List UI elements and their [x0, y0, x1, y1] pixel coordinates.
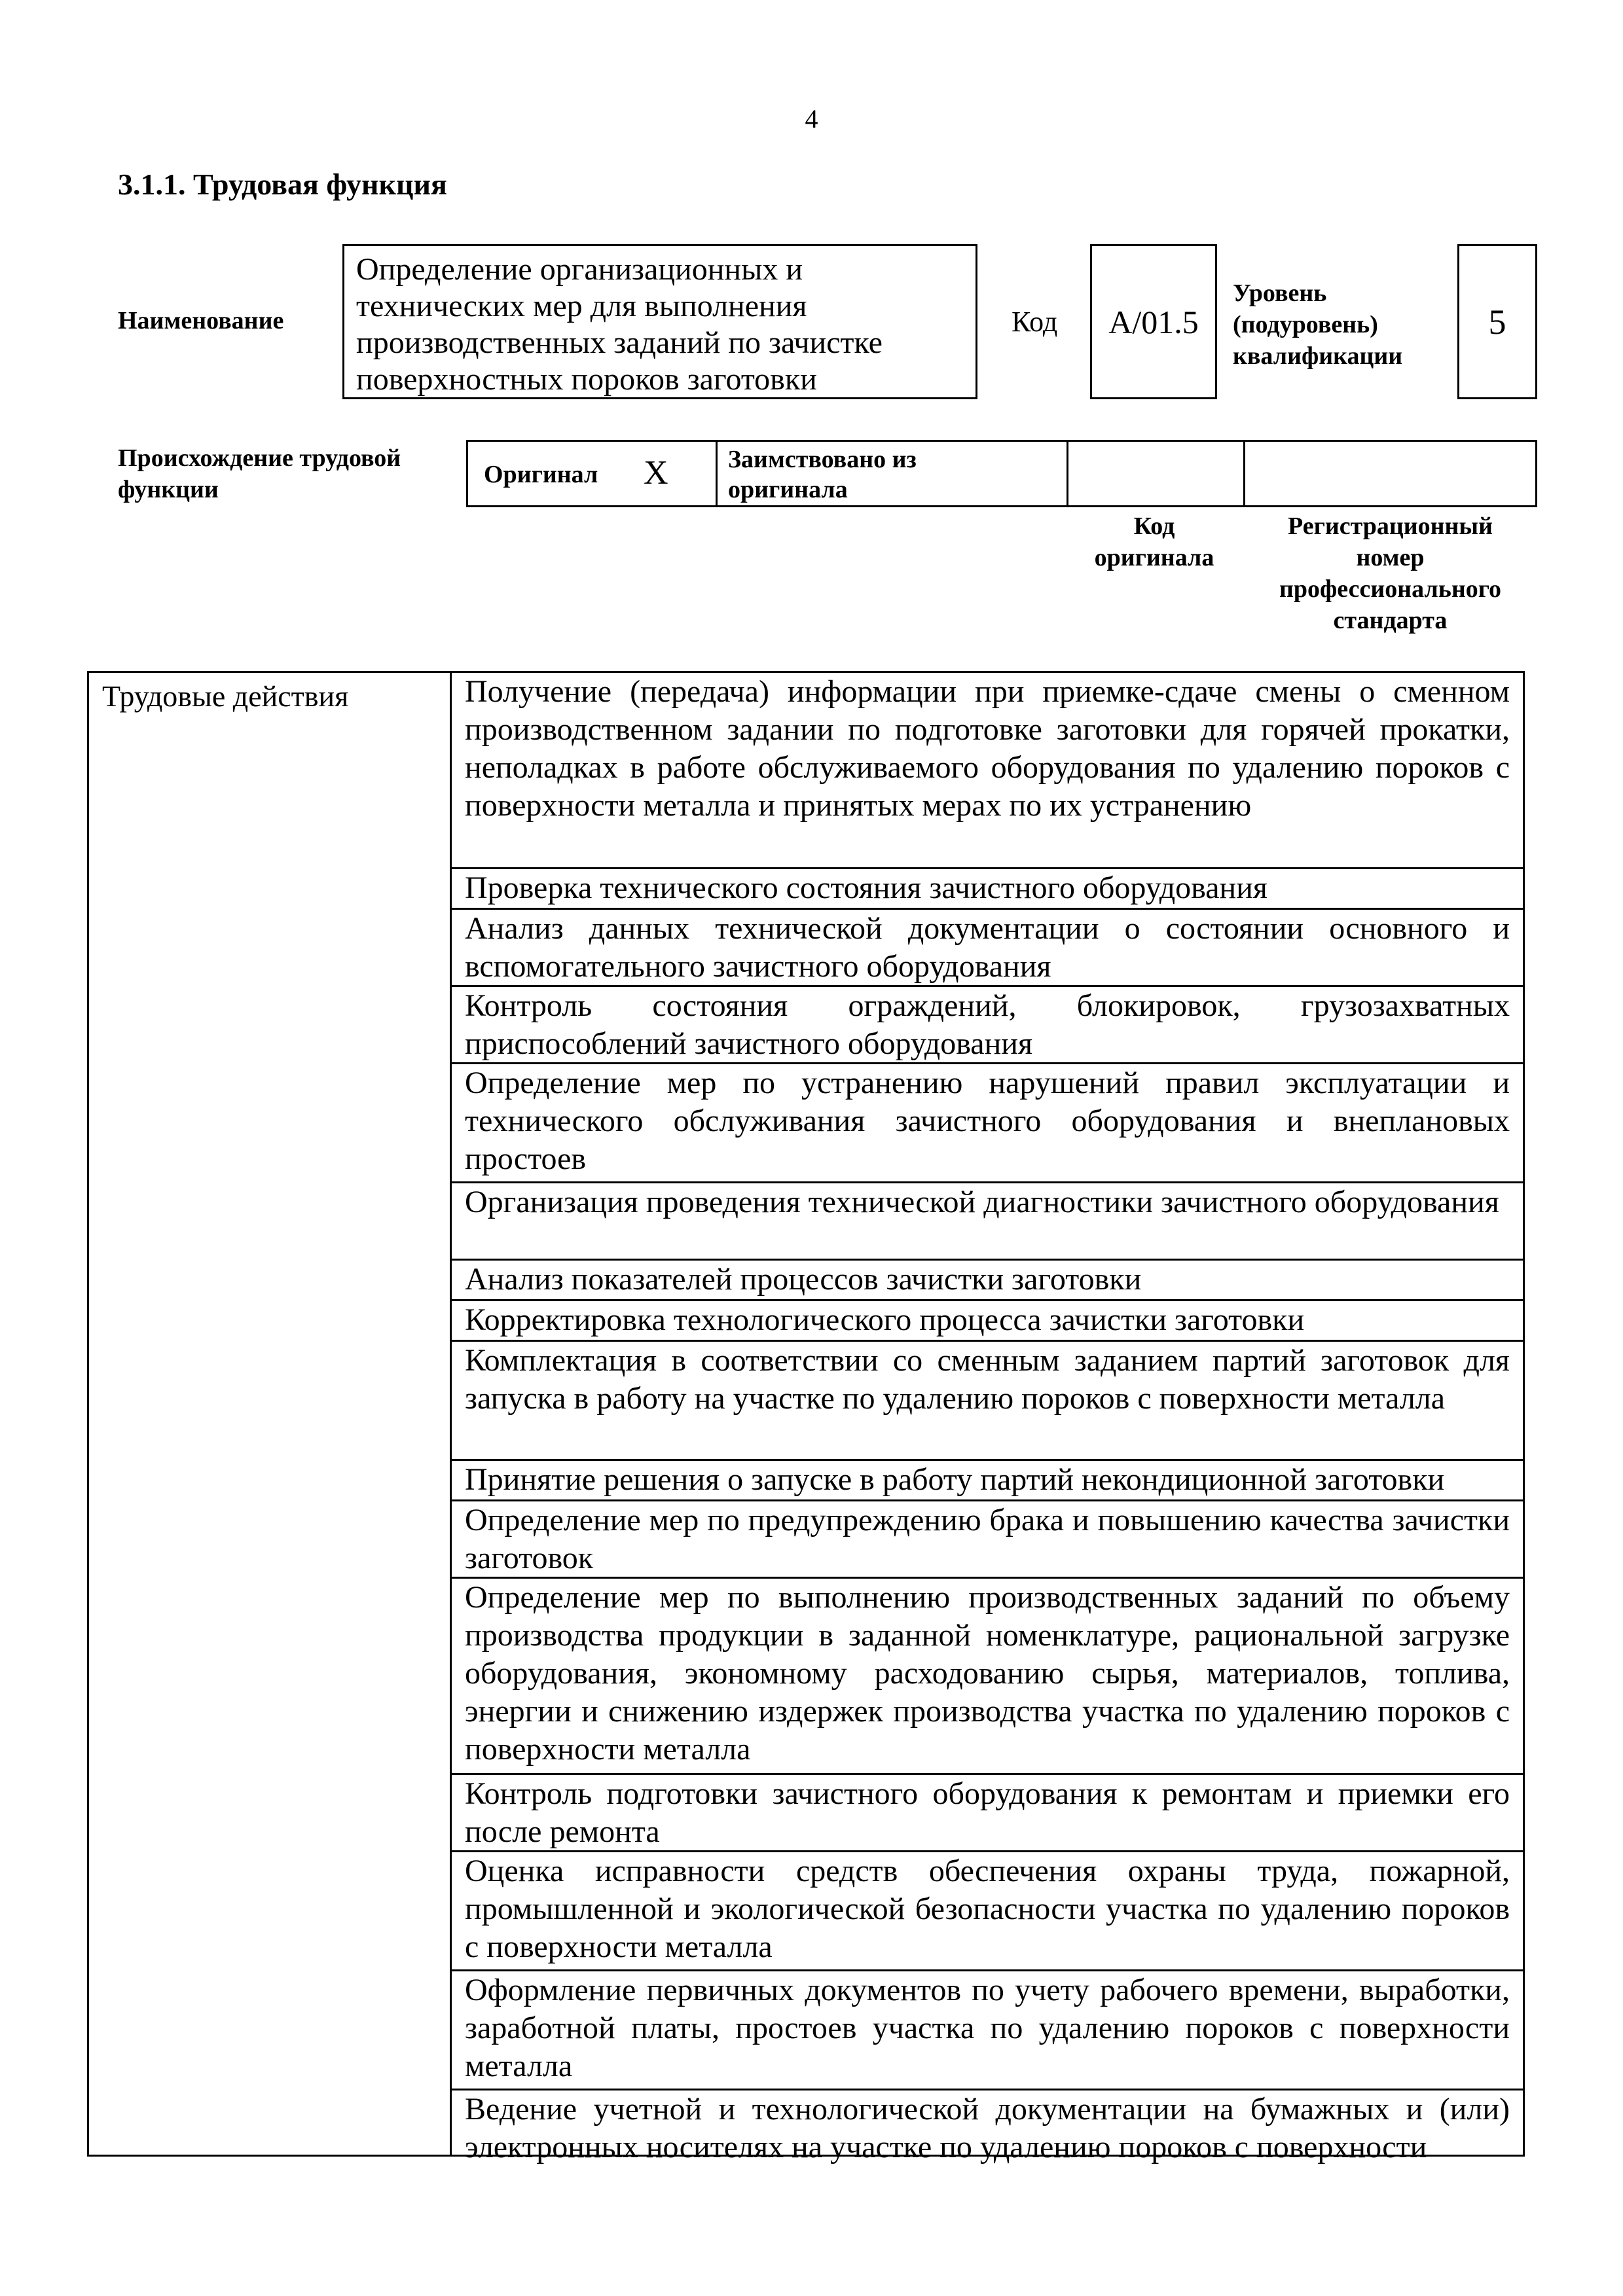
function-name-value: Определение организационных и технических мер для выполнения производственных заданий по зачистке поверхностных пороков заготовки	[356, 252, 883, 397]
labor-action-row: Анализ данных технической документации о состоянии основного и вспомогательного зачистного оборудования	[452, 910, 1523, 987]
level-label	[1233, 278, 1402, 372]
origin-label	[118, 442, 401, 505]
labor-action-row: Оценка исправности средств обеспечения охраны труда, пожарной, промышленной и экологической безопасности участка по удалению пороков с поверхности металла	[452, 1852, 1523, 1971]
labor-action-row: Определение мер по предупреждению брака и повышению качества зачистки заготовок	[452, 1501, 1523, 1579]
section-title: 3.1.1. Трудовая функция	[118, 168, 447, 201]
function-name-box	[342, 244, 977, 399]
original-code-cell	[1068, 442, 1245, 505]
registration-number-caption	[1243, 511, 1537, 636]
original-code-caption	[1066, 511, 1243, 573]
original-mark: X	[644, 454, 668, 492]
original-label: Оригинал	[484, 461, 598, 488]
labor-action-row: Определение мер по устранению нарушений правил эксплуатации и технического обслуживания зачистного оборудования и внеплановых простоев	[452, 1064, 1523, 1183]
borrowed-label	[728, 444, 917, 505]
level-value-box	[1457, 244, 1537, 399]
level-label-line-1: Уровень	[1233, 279, 1327, 307]
original-cell	[468, 442, 718, 505]
original-code-caption-line-2: оригинала	[1094, 544, 1214, 571]
borrowed-label-line-2: оригинала	[728, 476, 848, 503]
level-label-line-2: (подуровень)	[1233, 311, 1378, 338]
labor-actions-label: Трудовые действия	[102, 679, 349, 713]
labor-action-row: Корректировка технологического процесса зачистки заготовки	[452, 1301, 1523, 1342]
borrowed-cell	[718, 442, 1068, 505]
labor-action-row: Оформление первичных документов по учету рабочего времени, выработки, заработной платы, простоев участка по удалению пороков с поверхности металла	[452, 1971, 1523, 2090]
page-number: 4	[805, 104, 818, 134]
origin-label-line-1: Происхождение трудовой	[118, 444, 401, 472]
labor-actions-list	[452, 673, 1523, 2164]
labor-action-row: Получение (передача) информации при приемке-сдаче смены о сменном производственном задании по подготовке заготовки для горячей прокатки, неполадках в работе обслуживаемого оборудования по удалению пороков с поверхности металла и принятых мерах по их устранению	[452, 673, 1523, 869]
reg-caption-line-4: стандарта	[1333, 607, 1448, 634]
labor-action-row: Контроль подготовки зачистного оборудования к ремонтам и приемки его после ремонта	[452, 1775, 1523, 1852]
labor-action-row: Определение мер по выполнению производственных заданий по объему производства продукции в заданной номенклатуре, рациональной загрузке оборудования, экономному расходованию сырья, материалов, топлива, энергии и снижению издержек производства участка по удалению пороков с поверхности металла	[452, 1579, 1523, 1775]
reg-caption-line-2: номер	[1356, 544, 1425, 571]
code-label: Код	[1012, 306, 1058, 338]
reg-caption-line-1: Регистрационный	[1288, 512, 1493, 540]
labor-action-row: Ведение учетной и технологической документации на бумажных и (или) электронных носителях на участке по удалению пороков с поверхности	[465, 2092, 1510, 2164]
labor-action-row: Анализ показателей процессов зачистки заготовки	[452, 1261, 1523, 1301]
original-code-caption-line-1: Код	[1133, 512, 1175, 540]
labor-action-row: Проверка технического состояния зачистного оборудования	[452, 869, 1523, 910]
origin-table	[466, 440, 1537, 507]
registration-number-cell	[1245, 442, 1539, 505]
code-value: A/01.5	[1108, 303, 1199, 340]
labor-action-row: Принятие решения о запуске в работу партий некондиционной заготовки	[452, 1461, 1523, 1501]
borrowed-label-line-1: Заимствовано из	[728, 446, 917, 473]
labor-action-row: Комплектация в соответствии со сменным заданием партий заготовок для запуска в работу на участке по удалению пороков с поверхности металла	[452, 1342, 1523, 1461]
code-value-box	[1090, 244, 1217, 399]
level-value: 5	[1488, 302, 1506, 342]
labor-actions-table	[87, 671, 1525, 2164]
labor-actions-label-cell	[89, 673, 452, 2155]
name-label: Наименование	[118, 307, 284, 334]
level-label-line-3: квалификации	[1233, 342, 1403, 370]
origin-label-line-2: функции	[118, 476, 219, 503]
reg-caption-line-3: профессионального	[1279, 575, 1502, 603]
labor-action-row: Контроль состояния ограждений, блокировок, грузозахватных приспособлений зачистного оборудования	[452, 987, 1523, 1064]
labor-action-row: Организация проведения технической диагностики зачистного оборудования	[452, 1183, 1523, 1261]
